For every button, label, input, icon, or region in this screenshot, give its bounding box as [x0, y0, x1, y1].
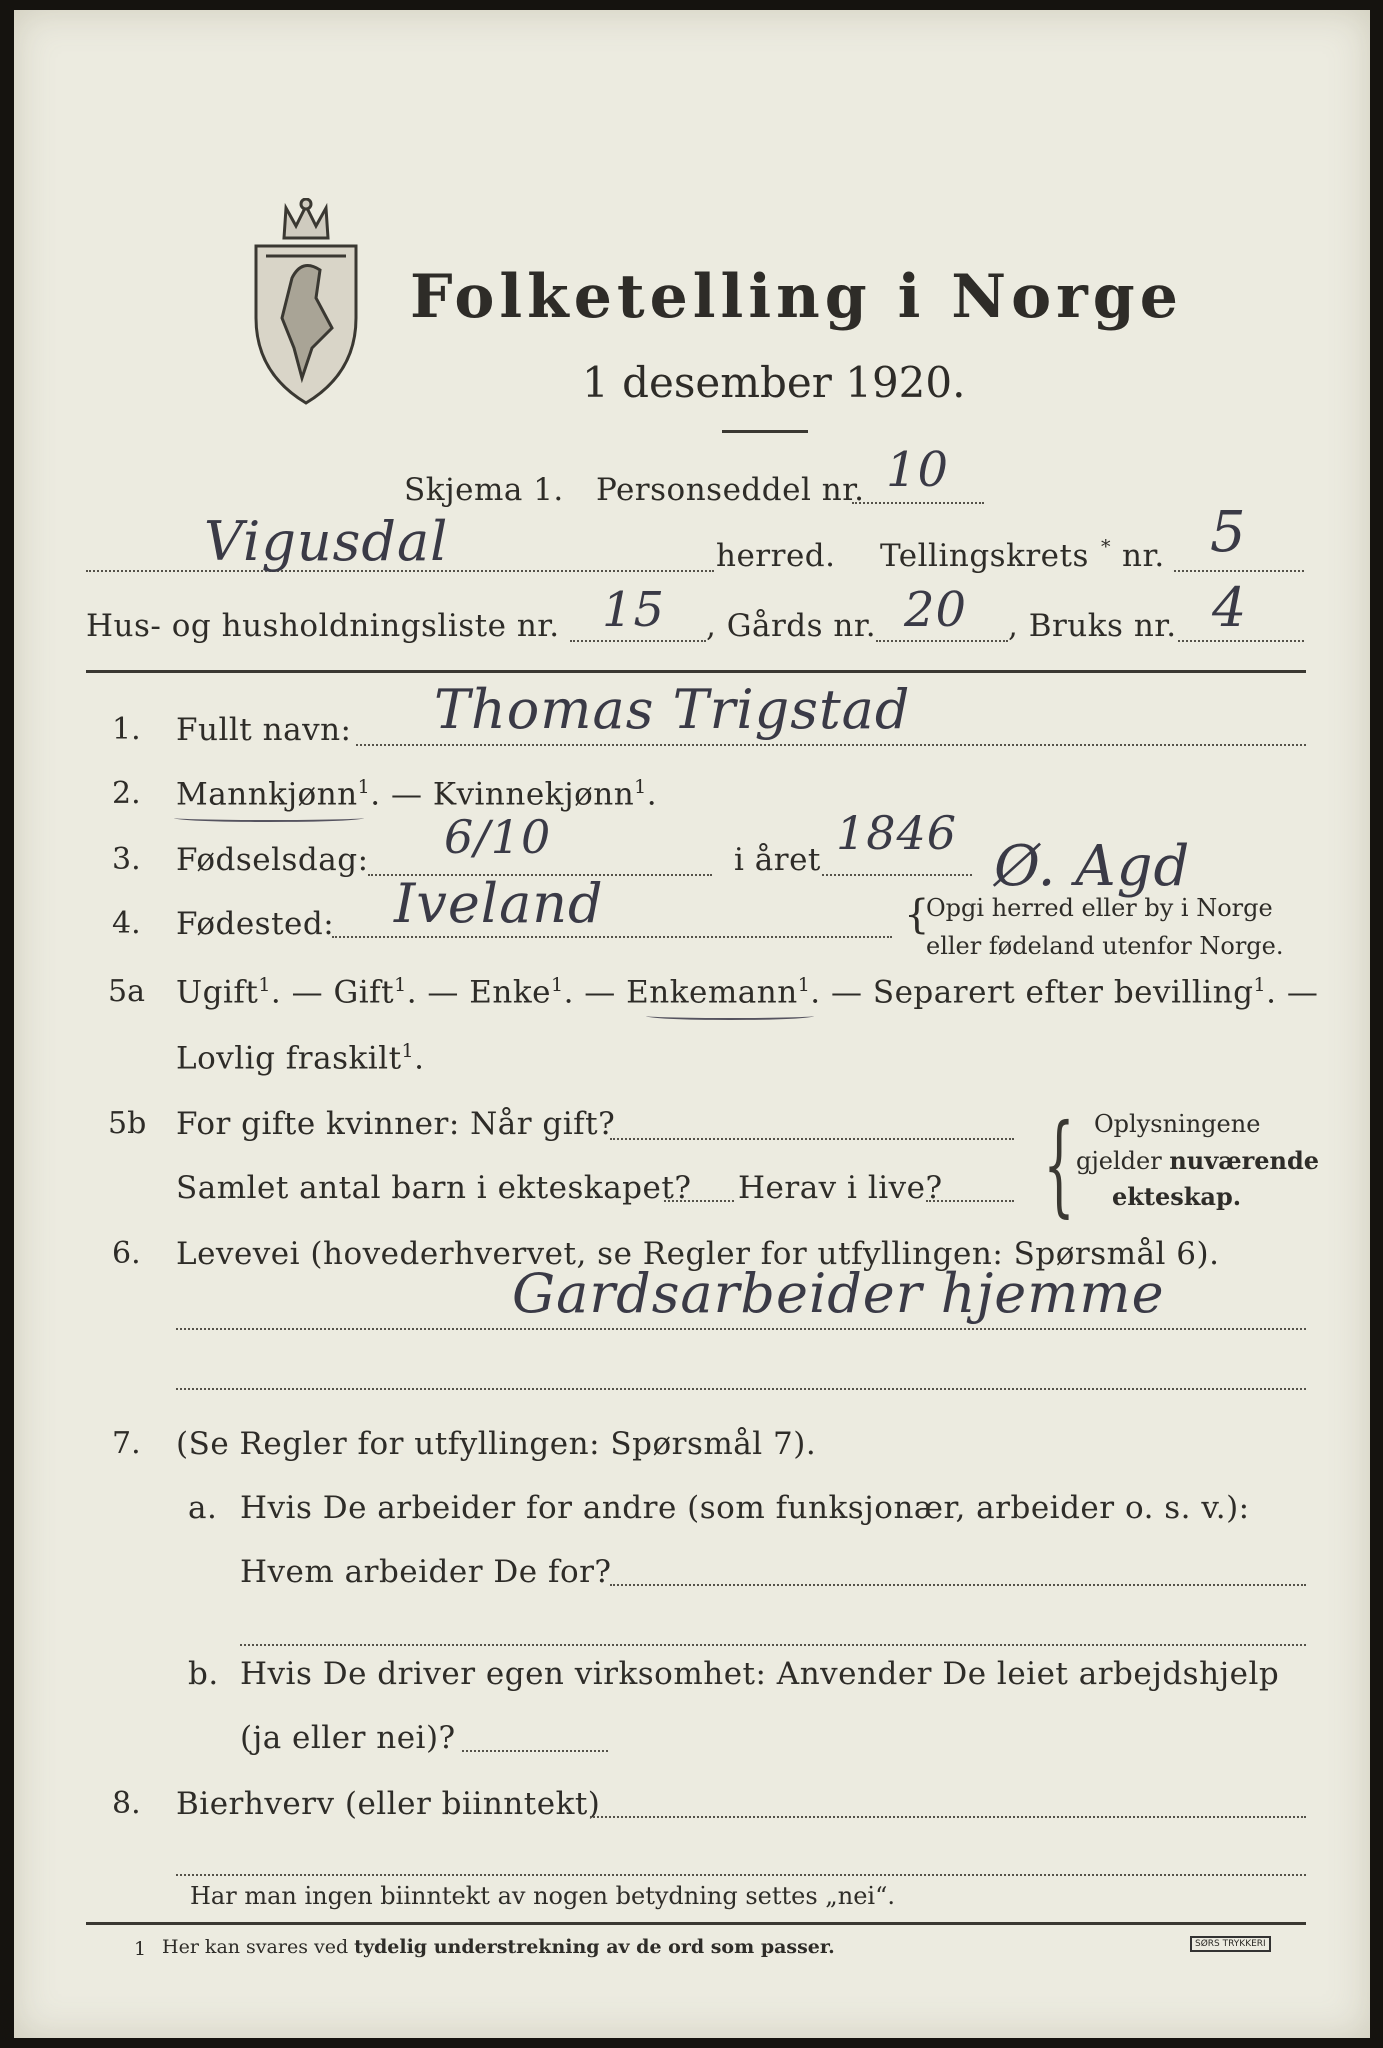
- q8-note: Har man ingen biinntekt av nogen betydning settes „nei“.: [190, 1882, 895, 1910]
- bruks-value[interactable]: 4: [1212, 576, 1248, 639]
- male-option[interactable]: Mannkjønn: [176, 776, 358, 813]
- q7b-letter: b.: [188, 1656, 219, 1692]
- q5b-number: 5b: [108, 1106, 147, 1141]
- q8-number: 8.: [112, 1786, 141, 1821]
- form-title: Folketelling i Norge: [410, 262, 1183, 332]
- q4-number: 4.: [112, 906, 141, 941]
- coat-of-arms-icon: [242, 198, 370, 408]
- bruks-line: [1178, 640, 1304, 642]
- q5b-line1: For gifte kvinner: Når gift?: [176, 1106, 616, 1142]
- personseddel-line: [852, 502, 984, 504]
- q6-number: 6.: [112, 1236, 141, 1271]
- gards-value[interactable]: 20: [904, 582, 968, 638]
- personseddel-value[interactable]: 10: [886, 442, 950, 498]
- herred-label: herred.: [716, 538, 836, 574]
- alive-line[interactable]: [926, 1200, 1014, 1202]
- footer-separator: [86, 1922, 1306, 1925]
- birth-year-value[interactable]: 1846: [836, 806, 958, 860]
- q3-year-line: [822, 874, 972, 876]
- margin-note: Ø. Agd: [994, 834, 1191, 899]
- skjema-label: Skjema 1.: [404, 472, 564, 508]
- full-name-value[interactable]: Thomas Trigstad: [434, 678, 911, 741]
- ugift-option[interactable]: Ugift: [176, 974, 259, 1011]
- q1-label: Fullt navn:: [176, 712, 352, 748]
- hired-help-line[interactable]: [462, 1750, 608, 1752]
- footnote-text: Her kan svares ved tydelig understrekning av de ord som passer.: [162, 1936, 835, 1958]
- gards-line: [876, 640, 1008, 642]
- footnote-mark: 1: [134, 1938, 147, 1960]
- q2-number: 2.: [112, 776, 141, 811]
- q7a-letter: a.: [188, 1490, 218, 1526]
- birthday-value[interactable]: 6/10: [444, 810, 552, 864]
- enkemann-underline: [646, 1012, 814, 1020]
- q4-note-line1: Opgi herred eller by i Norge: [926, 894, 1273, 922]
- tellingskrets-label: Tellingskrets: [880, 538, 1089, 574]
- header-separator: [86, 670, 1306, 673]
- q5a-number: 5a: [108, 974, 145, 1009]
- gards-label: , Gårds nr.: [706, 608, 877, 644]
- herred-value[interactable]: Vigusdal: [204, 510, 449, 573]
- q3-year-label: i året: [734, 842, 821, 878]
- q7-number: 7.: [112, 1426, 141, 1461]
- married-when-line[interactable]: [610, 1138, 1014, 1140]
- children-line[interactable]: [664, 1200, 734, 1202]
- q3-number: 3.: [112, 842, 141, 877]
- q5b-alive-label: Herav i live?: [738, 1170, 943, 1206]
- q5b-note-line1: Oplysningene: [1094, 1110, 1261, 1138]
- enke-option[interactable]: . — Enke: [406, 974, 551, 1011]
- q7b-line1: Hvis De driver egen virksomhet: Anvender De leiet arbejdshjelp: [240, 1656, 1280, 1692]
- male-underline: [174, 814, 364, 822]
- enkemann-option[interactable]: Enkemann: [626, 974, 798, 1011]
- q6-label: Levevei (hovederhvervet, se Regler for utfyllingen: Spørsmål 6).: [176, 1236, 1220, 1272]
- q4-line: [332, 936, 892, 938]
- hus-label: Hus- og husholdningsliste nr.: [86, 608, 560, 644]
- q4-brace: {: [904, 892, 930, 938]
- q4-label: Fødested:: [176, 906, 335, 942]
- q1-line: [356, 744, 1306, 746]
- female-option[interactable]: Kvinnekjønn: [432, 776, 635, 813]
- personseddel-label: Personseddel nr.: [596, 472, 865, 508]
- employer-line-2[interactable]: [240, 1644, 1306, 1646]
- bruks-label: , Bruks nr.: [1008, 608, 1177, 644]
- separert-option[interactable]: . — Separert efter bevilling: [810, 974, 1254, 1011]
- q1-number: 1.: [112, 712, 141, 747]
- hus-line: [570, 640, 706, 642]
- printer-stamp: SØRS TRYKKERI: [1190, 1936, 1271, 1952]
- employer-line[interactable]: [610, 1584, 1306, 1586]
- census-date: 1 desember 1920.: [582, 358, 966, 407]
- q5b-children-label: Samlet antal barn i ekteskapet?: [176, 1170, 692, 1206]
- secondary-income-line[interactable]: [590, 1816, 1306, 1818]
- q2-options: Mannkjønn$^1$. — Kvinnekjønn$^1$.: [176, 776, 658, 813]
- q4-note-line2: eller fødeland utenfor Norge.: [926, 932, 1284, 960]
- gift-option[interactable]: . — Gift: [270, 974, 395, 1011]
- occupation-value[interactable]: Gardsarbeider hjemme: [512, 1262, 1165, 1325]
- census-form-page: Folketelling i Norge 1 desember 1920. Skjema 1. Personseddel nr. 10 Vigusdal herred. Tellingskrets * nr. 5 Hus- og husholdningsliste nr. 15 , Gårds nr. 20 , Bruks nr. 4 1. Fullt navn: Thomas Trigstad 2. Mannkjønn$^1$. — Kvinnekjønn$^1$. 3. Fødselsdag: 6/10 i året 1846 Ø. Agd 4. Fødested: Iveland { Opgi herred eller by i Norge eller fødeland utenfor Norge. 5a Ugift$^1$. — Gift$^1$. — Enke$^1$. — Enkemann$^1$. — Separert efter bevilling$^1$. — Lovlig fraskilt$^1$. 5b For gifte kvinner: Når gift? Samlet antal barn i ekteskapet? Herav i live? { Oplysningene gjelder nuværende ekteskap. 6. Levevei (hovederhvervet, se Regler for utfyllingen: Spørsmål 6). Gardsarbeider hjemme 7. (Se Regler for utfyllingen: Spørsmål 7). a. Hvis De arbeider for andre (som funksjonær, arbeider o. s. v.): Hvem arbeider De for? b. Hvis De driver egen virksomhet: Anvender De leiet arbejdshjelp (ja eller nei)? 8. Bierhverv (eller biinntekt) Har man ingen biinntekt av nogen betydning settes „nei“. 1 Her kan svares ved tydelig understrekning av de ord som passer. SØRS TRYKKERI: [14, 10, 1370, 2038]
- tellingskrets-nr-label: nr.: [1122, 538, 1165, 574]
- q5b-brace: {: [1043, 1100, 1075, 1228]
- q5b-note-line3: ekteskap.: [1112, 1182, 1242, 1211]
- q7a-line2: Hvem arbeider De for?: [240, 1554, 612, 1590]
- title-divider: [722, 430, 808, 433]
- birthplace-value[interactable]: Iveland: [394, 872, 604, 935]
- q8-line2[interactable]: [176, 1874, 1306, 1876]
- q7-label: (Se Regler for utfyllingen: Spørsmål 7).: [176, 1426, 817, 1462]
- q6-line1: [176, 1328, 1306, 1330]
- q8-label: Bierhverv (eller biinntekt): [176, 1786, 601, 1822]
- fraskilt-option[interactable]: Lovlig fraskilt$^1$.: [176, 1040, 425, 1077]
- tellingskrets-line: [1174, 570, 1304, 572]
- q3-label: Fødselsdag:: [176, 842, 369, 878]
- q5b-note-line2: gjelder nuværende: [1076, 1146, 1320, 1175]
- hus-value[interactable]: 15: [602, 582, 666, 638]
- q7b-line2: (ja eller nei)?: [240, 1720, 456, 1756]
- tellingskrets-value[interactable]: 5: [1210, 500, 1247, 565]
- marital-status-options: Ugift$^1$. — Gift$^1$. — Enke$^1$. — Enkemann$^1$. — Separert efter bevilling$^1$. —: [176, 974, 1319, 1011]
- q7a-line1: Hvis De arbeider for andre (som funksjonær, arbeider o. s. v.):: [240, 1490, 1250, 1526]
- q6-line2: [176, 1388, 1306, 1390]
